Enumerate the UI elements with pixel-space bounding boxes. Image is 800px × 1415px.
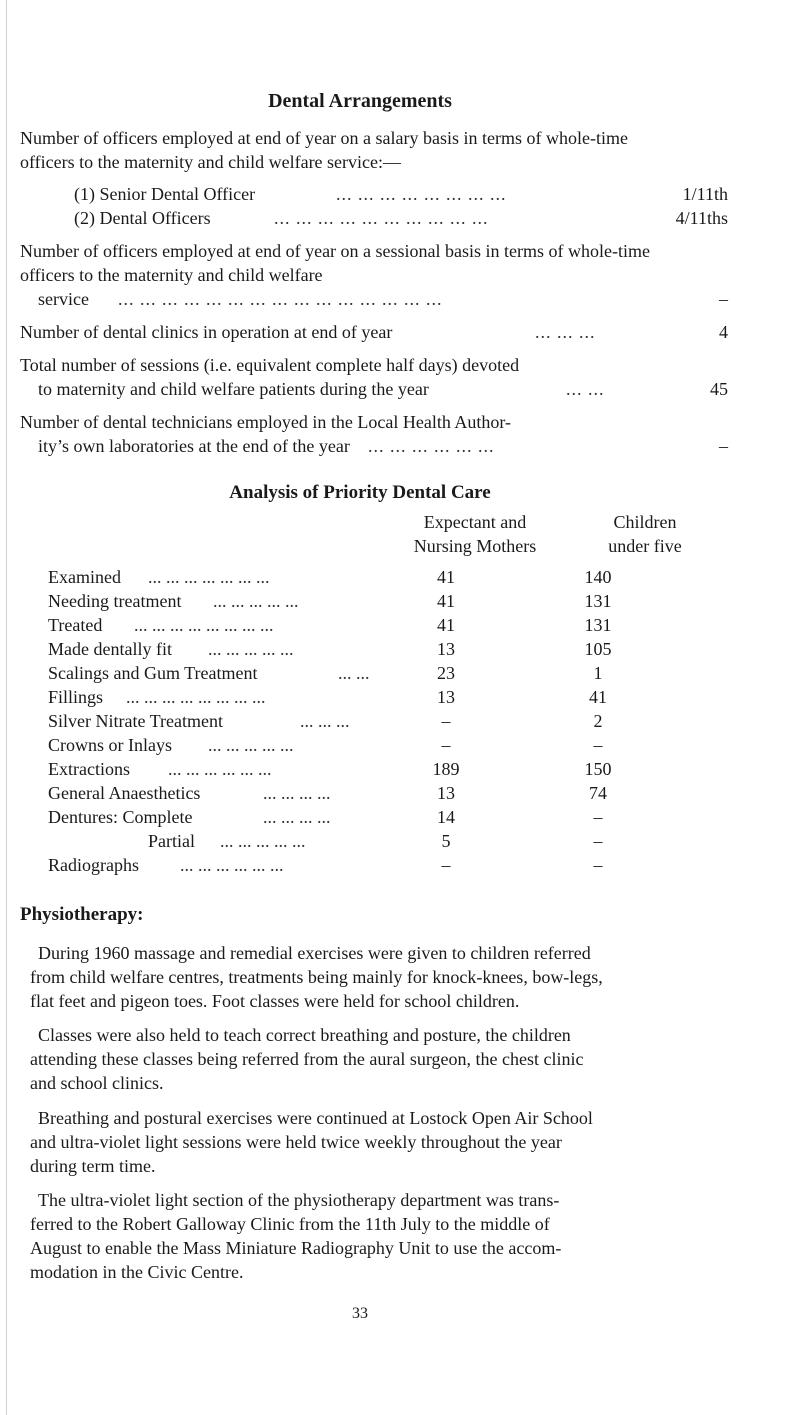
sessions-row xyxy=(38,377,728,401)
table-row xyxy=(48,661,728,685)
leader-dots: ... ... ... ... ... ... ... ... xyxy=(126,687,266,707)
text-line: attending these classes being referred from the aural surgeon, the chest clinic xyxy=(30,1049,584,1069)
salary-intro xyxy=(20,126,660,174)
mothers-value: 23 xyxy=(437,663,455,683)
row-label: to maternity and child welfare patients during the year xyxy=(38,379,429,399)
row-label: Treated xyxy=(48,615,103,635)
row-label: Crowns or Inlays xyxy=(48,735,172,755)
leader-dots: ... ... ... xyxy=(535,322,596,342)
text-line: from child welfare centres, treatments being mainly for knock-knees, bow-legs, xyxy=(30,967,603,987)
row-label: Needing treatment xyxy=(48,591,182,611)
children-value: 131 xyxy=(584,591,612,611)
children-value: – xyxy=(593,855,603,875)
text-line: flat feet and pigeon toes. Foot classes were held for school children. xyxy=(30,991,520,1011)
row-value: – xyxy=(719,289,728,309)
table-row xyxy=(48,709,728,733)
text-line: August to enable the Mass Miniature Radiography Unit to use the accom- xyxy=(30,1238,562,1258)
children-value: – xyxy=(593,735,603,755)
table-row xyxy=(48,685,728,709)
row-label: (2) Dental Officers xyxy=(74,208,211,228)
row-label: (1) Senior Dental Officer xyxy=(74,184,256,204)
children-value: – xyxy=(593,831,603,851)
children-value: 74 xyxy=(589,783,607,803)
row-label: Examined xyxy=(48,567,121,587)
mothers-value: 189 xyxy=(432,759,460,779)
leader-dots: ... ... ... ... ... ... xyxy=(180,855,284,875)
children-value: 131 xyxy=(584,615,612,635)
table-row xyxy=(48,733,728,757)
physio-paragraph-2 xyxy=(30,1023,770,1095)
table-row xyxy=(48,853,728,877)
mothers-value: 13 xyxy=(437,783,455,803)
leader-dots: ... ... ... ... ... ... xyxy=(368,436,495,456)
row-value: 45 xyxy=(710,379,728,399)
column-header-line: Expectant and xyxy=(423,512,527,532)
sessional-text xyxy=(20,239,650,287)
dental-arrangements-heading: Dental Arrangements xyxy=(268,90,452,112)
sessional-row xyxy=(38,287,728,311)
senior-dental-officer-row xyxy=(74,182,728,206)
mothers-value: – xyxy=(441,735,451,755)
mothers-value: 5 xyxy=(441,831,451,851)
mothers-value: 13 xyxy=(437,639,455,659)
mothers-value: 14 xyxy=(437,807,455,827)
row-label: Extractions xyxy=(48,759,130,779)
text-line: and school clinics. xyxy=(30,1073,164,1093)
mothers-value: – xyxy=(441,711,451,731)
physio-paragraph-3 xyxy=(30,1106,770,1178)
table-row xyxy=(48,637,728,661)
row-label: Number of dental clinics in operation at end of year xyxy=(20,322,393,342)
table-row xyxy=(48,565,728,589)
children-value: 150 xyxy=(584,759,612,779)
leader-dots: ... ... ... ... ... ... ... ... xyxy=(134,615,274,635)
leader-dots: ... ... ... ... ... ... ... ... ... ... ... ... ... ... ... xyxy=(118,289,443,309)
leader-dots: ... ... xyxy=(566,379,605,399)
leader-dots: ... ... ... xyxy=(300,711,350,731)
text-line: During 1960 massage and remedial exercises were given to children referred xyxy=(38,943,591,963)
leader-dots: ... ... ... ... xyxy=(263,783,331,803)
children-value: 140 xyxy=(584,567,612,587)
table-row xyxy=(48,757,728,781)
row-label: Dentures: Complete xyxy=(48,807,193,827)
priority-dental-care-heading: Analysis of Priority Dental Care xyxy=(229,482,491,503)
sessions-text xyxy=(20,353,720,377)
children-value: 41 xyxy=(589,687,607,707)
children-value: 1 xyxy=(593,663,603,683)
table-row xyxy=(48,805,728,829)
sessions-text-body: Total number of sessions (i.e. equivalent complete half days) devoted xyxy=(20,355,520,375)
leader-dots: ... ... ... ... xyxy=(263,807,331,827)
row-value: – xyxy=(719,436,728,456)
leader-dots: ... ... ... ... ... xyxy=(208,639,294,659)
technicians-text-body: Number of dental technicians employed in the Local Health Author- xyxy=(20,412,511,432)
leader-dots: ... ... ... ... ... xyxy=(213,591,299,611)
column-header-line: Nursing Mothers xyxy=(413,536,537,556)
children-value: 105 xyxy=(584,639,612,659)
leader-dots: ... ... ... ... ... ... ... xyxy=(148,567,270,587)
text-line: Classes were also held to teach correct breathing and posture, the children xyxy=(38,1025,571,1045)
technicians-row xyxy=(38,434,728,458)
table-row xyxy=(48,781,728,805)
dental-officers-row xyxy=(74,206,728,230)
mothers-value: 41 xyxy=(437,615,455,635)
column-header-mothers xyxy=(380,510,570,558)
row-value: 1/11th xyxy=(682,184,728,204)
sessional-text-body: Number of officers employed at end of year on a sessional basis in terms of whole-time officers to the maternity and child welfare xyxy=(20,241,650,285)
salary-intro-text: Number of officers employed at end of year on a salary basis in terms of whole-time officers to the maternity and child welfare service:— xyxy=(20,128,628,172)
physiotherapy-heading: Physiotherapy: xyxy=(20,904,144,925)
mothers-value: 41 xyxy=(437,567,455,587)
children-value: – xyxy=(593,807,603,827)
row-value: 4 xyxy=(719,322,728,342)
table-row xyxy=(48,589,728,613)
table-row xyxy=(48,829,728,853)
leader-dots: ... ... ... ... ... ... ... ... ... ... xyxy=(274,208,489,228)
leader-dots: ... ... ... ... ... xyxy=(208,735,294,755)
leader-dots: ... ... ... ... ... xyxy=(220,831,306,851)
table-row xyxy=(48,613,728,637)
page-edge xyxy=(6,0,7,1415)
row-label: service xyxy=(38,289,89,309)
mothers-value: – xyxy=(441,855,451,875)
leader-dots: ... ... ... ... ... ... ... ... xyxy=(336,184,507,204)
column-header-children xyxy=(570,510,720,558)
row-label: Fillings xyxy=(48,687,104,707)
row-label: ity’s own laboratories at the end of the year xyxy=(38,436,350,456)
column-header-line: under five xyxy=(608,536,682,556)
text-line: ferred to the Robert Galloway Clinic from the 11th July to the middle of xyxy=(30,1214,550,1234)
page-number: 33 xyxy=(352,1305,368,1322)
row-label: General Anaesthetics xyxy=(48,783,201,803)
text-line: and ultra-violet light sessions were held twice weekly throughout the year xyxy=(30,1132,562,1152)
text-line: Breathing and postural exercises were continued at Lostock Open Air School xyxy=(38,1108,593,1128)
physio-paragraph-1 xyxy=(30,941,770,1013)
mothers-value: 41 xyxy=(437,591,455,611)
leader-dots: ... ... xyxy=(338,663,370,683)
row-label: Radiographs xyxy=(48,855,139,875)
leader-dots: ... ... ... ... ... ... xyxy=(168,759,272,779)
row-label: Scalings and Gum Treatment xyxy=(48,663,258,683)
column-header-line: Children xyxy=(613,512,677,532)
row-label: Made dentally fit xyxy=(48,639,172,659)
text-line: The ultra-violet light section of the physiotherapy department was trans- xyxy=(38,1190,560,1210)
row-value: 4/11ths xyxy=(675,208,728,228)
children-value: 2 xyxy=(593,711,603,731)
text-line: modation in the Civic Centre. xyxy=(30,1262,244,1282)
technicians-text xyxy=(20,410,720,434)
dental-clinics-row xyxy=(20,320,728,344)
row-label: Silver Nitrate Treatment xyxy=(48,711,223,731)
text-line: during term time. xyxy=(30,1156,156,1176)
row-label: Partial xyxy=(148,831,195,851)
mothers-value: 13 xyxy=(437,687,455,707)
physio-paragraph-4 xyxy=(30,1188,770,1284)
